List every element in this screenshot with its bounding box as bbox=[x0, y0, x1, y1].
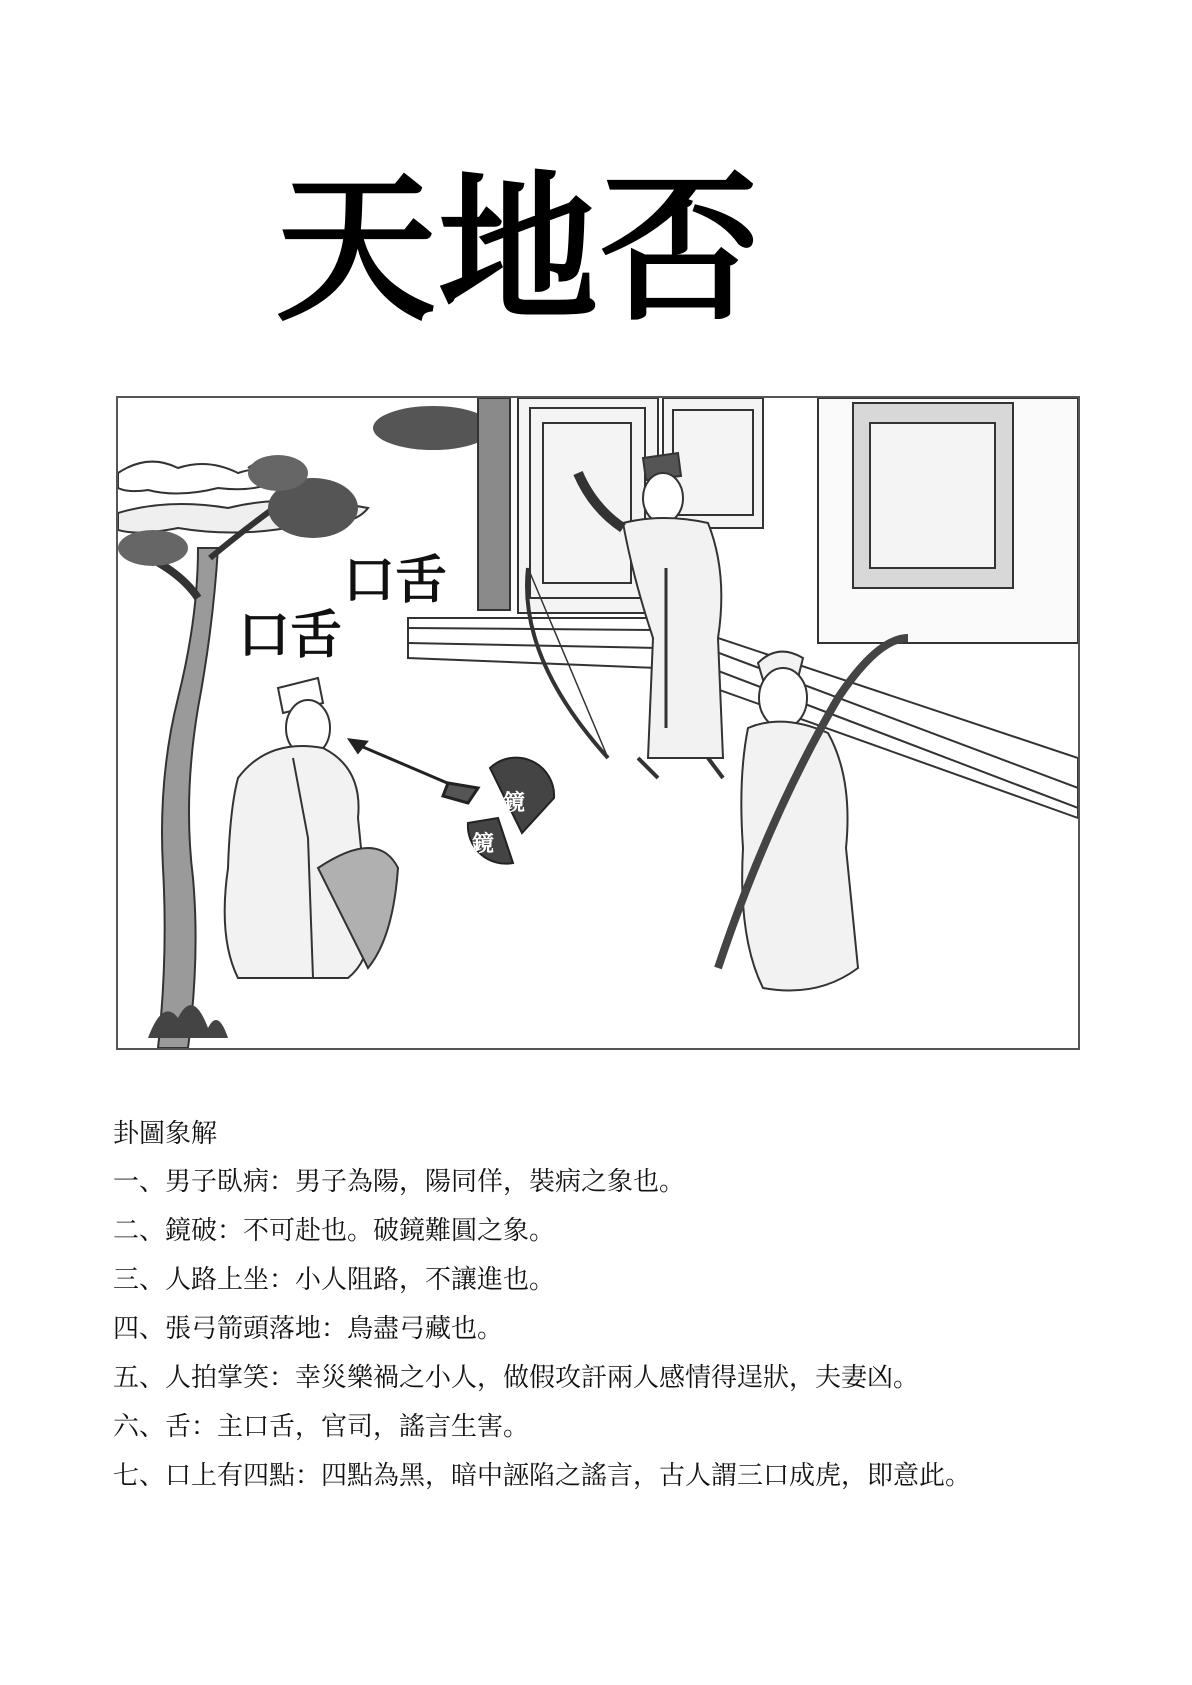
legend-item: 三、人路上坐：小人阻路，不讓進也。 bbox=[113, 1265, 556, 1295]
illustration-label-2: 口舌 bbox=[238, 606, 343, 666]
mirror-half-1: 鏡 bbox=[503, 791, 526, 816]
legend-item: 二、鏡破：不可赴也。破鏡難圓之象。 bbox=[113, 1216, 556, 1246]
illustration-label-1: 口舌 bbox=[343, 551, 448, 611]
mirror-half-2: 鏡 bbox=[472, 832, 495, 857]
seated-man bbox=[225, 678, 398, 978]
page-title: 天地否 bbox=[276, 156, 763, 343]
legend-item: 五、人拍掌笑：幸災樂禍之小人，做假攻訐兩人感情得逞狀，夫妻凶。 bbox=[113, 1363, 920, 1393]
illustration-svg bbox=[118, 398, 1078, 1048]
hexagram-illustration bbox=[116, 396, 1080, 1050]
legend-item: 七、口上有四點：四點為黑，暗中誣陷之謠言，古人謂三口成虎，即意此。 bbox=[113, 1461, 972, 1491]
legend-heading: 卦圖象解 bbox=[113, 1119, 218, 1149]
legend-item: 四、張弓箭頭落地：鳥盡弓藏也。 bbox=[113, 1314, 504, 1344]
legend bbox=[113, 1110, 1093, 1501]
legend-item: 一、男子臥病：男子為陽，陽同佯，裝病之象也。 bbox=[113, 1167, 686, 1197]
arrow bbox=[350, 740, 478, 803]
legend-item: 六、舌：主口舌，官司，謠言生害。 bbox=[113, 1412, 530, 1442]
broken-mirror bbox=[468, 758, 554, 864]
